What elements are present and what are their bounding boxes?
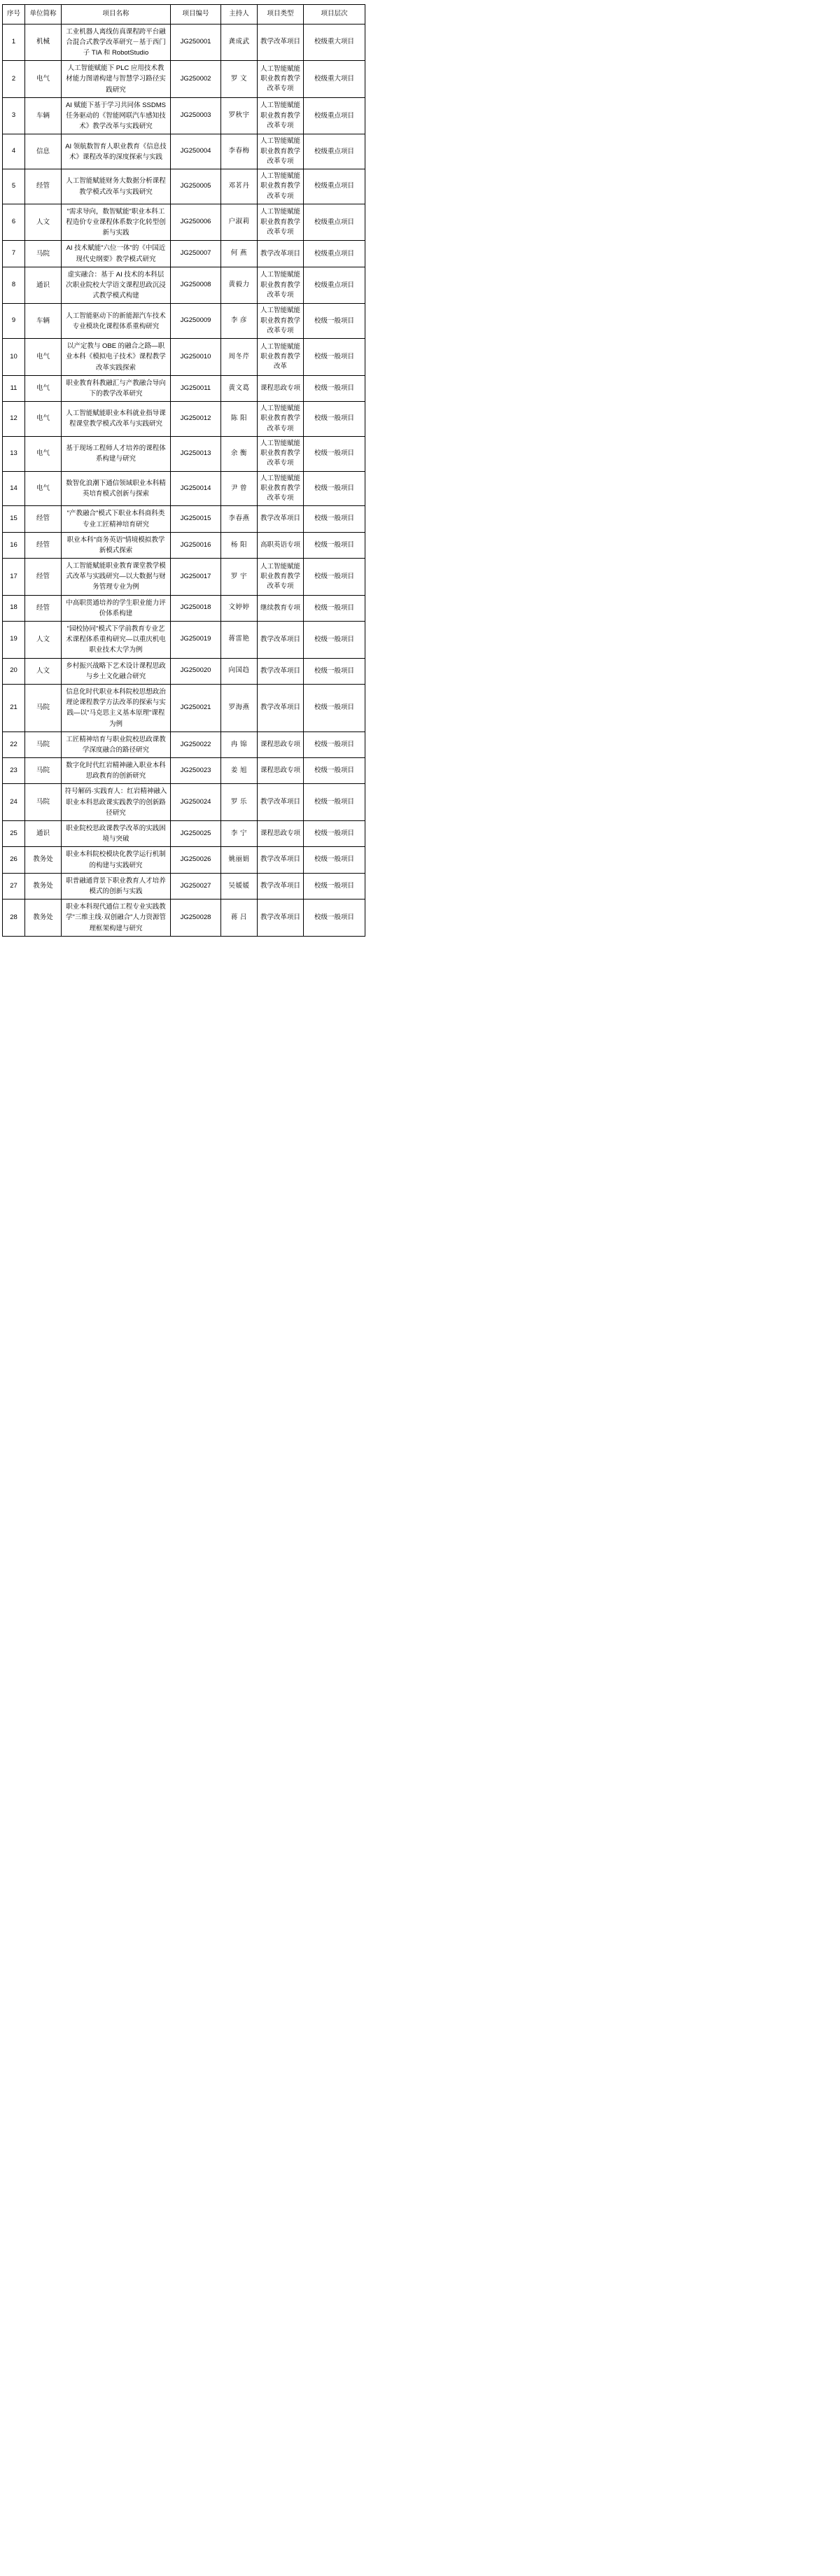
cell-level: 校级一般项目 bbox=[304, 402, 365, 437]
cell-name: AI 技术赋能"六位一体"的《中国近现代史纲要》教学模式研究 bbox=[62, 241, 171, 267]
cell-unit: 经管 bbox=[25, 532, 62, 558]
table-row bbox=[3, 873, 365, 899]
cell-seq: 6 bbox=[3, 204, 25, 241]
cell-host: 邓茗丹 bbox=[221, 169, 258, 204]
cell-name: 乡村振兴战略下艺术设计课程思政与乡土文化融合研究 bbox=[62, 658, 171, 684]
cell-code: JG250005 bbox=[171, 169, 221, 204]
cell-seq: 4 bbox=[3, 134, 25, 169]
cell-type: 继续教育专项 bbox=[258, 595, 304, 621]
cell-name: 数智化浪潮下通信领域职业本科精英培育模式创新与探索 bbox=[62, 471, 171, 506]
cell-code: JG250002 bbox=[171, 61, 221, 98]
cell-type: 人工智能赋能职业教育教学改革 bbox=[258, 339, 304, 376]
cell-code: JG250010 bbox=[171, 339, 221, 376]
cell-level: 校级一般项目 bbox=[304, 684, 365, 732]
cell-unit: 经管 bbox=[25, 595, 62, 621]
cell-unit: 信息 bbox=[25, 134, 62, 169]
cell-type: 人工智能赋能职业教育教学改革专项 bbox=[258, 402, 304, 437]
cell-code: JG250027 bbox=[171, 873, 221, 899]
cell-host: 李春燕 bbox=[221, 506, 258, 532]
table-row bbox=[3, 847, 365, 873]
cell-host: 姚丽娟 bbox=[221, 847, 258, 873]
cell-host: 罗 宇 bbox=[221, 559, 258, 596]
table-header bbox=[3, 5, 365, 24]
table-row bbox=[3, 784, 365, 821]
cell-unit: 教务处 bbox=[25, 847, 62, 873]
cell-name: 人工智能赋能财务大数据分析课程教学模式改革与实践研究 bbox=[62, 169, 171, 204]
table-row bbox=[3, 204, 365, 241]
table-row bbox=[3, 899, 365, 937]
table-row bbox=[3, 595, 365, 621]
cell-level: 校级一般项目 bbox=[304, 559, 365, 596]
cell-seq: 10 bbox=[3, 339, 25, 376]
cell-seq: 12 bbox=[3, 402, 25, 437]
table-row bbox=[3, 471, 365, 506]
cell-code: JG250009 bbox=[171, 304, 221, 339]
cell-code: JG250018 bbox=[171, 595, 221, 621]
cell-type: 课程思政专项 bbox=[258, 732, 304, 757]
column-header-seq: 序号 bbox=[3, 5, 25, 24]
cell-code: JG250007 bbox=[171, 241, 221, 267]
cell-code: JG250017 bbox=[171, 559, 221, 596]
cell-type: 课程思政专项 bbox=[258, 375, 304, 401]
cell-seq: 17 bbox=[3, 559, 25, 596]
cell-code: JG250011 bbox=[171, 375, 221, 401]
cell-unit: 通识 bbox=[25, 821, 62, 847]
cell-type: 人工智能赋能职业教育教学改革专项 bbox=[258, 267, 304, 304]
cell-name: 以产定教与 OBE 的融合之路—职业本科《模拟电子技术》课程教学改革实践探索 bbox=[62, 339, 171, 376]
cell-code: JG250023 bbox=[171, 758, 221, 784]
cell-seq: 1 bbox=[3, 24, 25, 61]
cell-host: 罗秋宇 bbox=[221, 97, 258, 134]
table-row bbox=[3, 304, 365, 339]
table-row bbox=[3, 134, 365, 169]
cell-host: 陈 阳 bbox=[221, 402, 258, 437]
column-header-host: 主持人 bbox=[221, 5, 258, 24]
cell-seq: 21 bbox=[3, 684, 25, 732]
cell-seq: 11 bbox=[3, 375, 25, 401]
cell-host: 罗海燕 bbox=[221, 684, 258, 732]
cell-level: 校级一般项目 bbox=[304, 847, 365, 873]
cell-unit: 车辆 bbox=[25, 304, 62, 339]
project-table bbox=[2, 4, 365, 937]
cell-level: 校级一般项目 bbox=[304, 471, 365, 506]
cell-level: 校级重点项目 bbox=[304, 267, 365, 304]
cell-host: 余 衡 bbox=[221, 436, 258, 471]
cell-code: JG250003 bbox=[171, 97, 221, 134]
cell-type: 教学改革项目 bbox=[258, 622, 304, 659]
cell-host: 户淑莉 bbox=[221, 204, 258, 241]
table-header-row bbox=[3, 5, 365, 24]
table-row bbox=[3, 622, 365, 659]
cell-seq: 24 bbox=[3, 784, 25, 821]
cell-host: 冉 锦 bbox=[221, 732, 258, 757]
cell-type: 教学改革项目 bbox=[258, 847, 304, 873]
cell-host: 黄毅力 bbox=[221, 267, 258, 304]
table-row bbox=[3, 97, 365, 134]
cell-level: 校级一般项目 bbox=[304, 658, 365, 684]
cell-type: 教学改革项目 bbox=[258, 24, 304, 61]
cell-code: JG250012 bbox=[171, 402, 221, 437]
cell-code: JG250006 bbox=[171, 204, 221, 241]
cell-unit: 人文 bbox=[25, 658, 62, 684]
cell-host: 蒋雷艳 bbox=[221, 622, 258, 659]
cell-unit: 马院 bbox=[25, 732, 62, 757]
table-row bbox=[3, 267, 365, 304]
cell-unit: 教务处 bbox=[25, 899, 62, 937]
column-header-type: 项目类型 bbox=[258, 5, 304, 24]
cell-level: 校级一般项目 bbox=[304, 784, 365, 821]
cell-name: 虚实融合：基于 AI 技术的本科层次职业院校大学语文课程思政沉浸式教学模式构建 bbox=[62, 267, 171, 304]
cell-level: 校级一般项目 bbox=[304, 821, 365, 847]
cell-name: 工业机器人离线仿真课程跨平台融合混合式教学改革研究－基于西门子 TIA 和 RobotStudio bbox=[62, 24, 171, 61]
cell-name: 符号解码·实践育人：红岩精神融入职业本科思政课实践教学的创新路径研究 bbox=[62, 784, 171, 821]
cell-seq: 8 bbox=[3, 267, 25, 304]
cell-seq: 20 bbox=[3, 658, 25, 684]
cell-code: JG250022 bbox=[171, 732, 221, 757]
cell-seq: 28 bbox=[3, 899, 25, 937]
cell-name: "园校协同"模式下学前教育专业艺术课程体系重构研究—以重庆机电职业技术大学为例 bbox=[62, 622, 171, 659]
document-sheet bbox=[0, 0, 840, 937]
cell-unit: 通识 bbox=[25, 267, 62, 304]
cell-host: 蒋 吕 bbox=[221, 899, 258, 937]
cell-type: 课程思政专项 bbox=[258, 758, 304, 784]
cell-name: 职普融通背景下职业教育人才培养模式的创新与实践 bbox=[62, 873, 171, 899]
cell-host: 罗 乐 bbox=[221, 784, 258, 821]
cell-level: 校级一般项目 bbox=[304, 339, 365, 376]
cell-seq: 25 bbox=[3, 821, 25, 847]
cell-name: 职业教育科教融汇与产教融合导向下的教学改革研究 bbox=[62, 375, 171, 401]
cell-level: 校级重点项目 bbox=[304, 204, 365, 241]
column-header-code: 项目编号 bbox=[171, 5, 221, 24]
cell-unit: 马院 bbox=[25, 684, 62, 732]
cell-type: 课程思政专项 bbox=[258, 821, 304, 847]
cell-level: 校级一般项目 bbox=[304, 506, 365, 532]
cell-type: 教学改革项目 bbox=[258, 658, 304, 684]
cell-code: JG250024 bbox=[171, 784, 221, 821]
cell-host: 尹 曾 bbox=[221, 471, 258, 506]
cell-unit: 马院 bbox=[25, 784, 62, 821]
table-row bbox=[3, 436, 365, 471]
cell-unit: 人文 bbox=[25, 622, 62, 659]
cell-type: 人工智能赋能职业教育教学改革专项 bbox=[258, 436, 304, 471]
cell-level: 校级一般项目 bbox=[304, 595, 365, 621]
cell-seq: 23 bbox=[3, 758, 25, 784]
cell-level: 校级一般项目 bbox=[304, 532, 365, 558]
cell-code: JG250028 bbox=[171, 899, 221, 937]
table-row bbox=[3, 61, 365, 98]
cell-unit: 经管 bbox=[25, 169, 62, 204]
cell-level: 校级一般项目 bbox=[304, 873, 365, 899]
cell-unit: 电气 bbox=[25, 375, 62, 401]
cell-level: 校级一般项目 bbox=[304, 436, 365, 471]
table-row bbox=[3, 821, 365, 847]
cell-unit: 电气 bbox=[25, 471, 62, 506]
cell-code: JG250021 bbox=[171, 684, 221, 732]
cell-code: JG250004 bbox=[171, 134, 221, 169]
cell-seq: 26 bbox=[3, 847, 25, 873]
cell-seq: 13 bbox=[3, 436, 25, 471]
cell-name: 人工智能赋能职业教育课堂教学模式改革与实践研究—以大数据与财务管理专业为例 bbox=[62, 559, 171, 596]
cell-name: 人工智能赋能职业本科就业指导课程课堂教学模式改革与实践研究 bbox=[62, 402, 171, 437]
cell-name: 职业院校思政课教学改革的实践困境与突破 bbox=[62, 821, 171, 847]
cell-unit: 电气 bbox=[25, 436, 62, 471]
table-row bbox=[3, 732, 365, 757]
cell-level: 校级重大项目 bbox=[304, 61, 365, 98]
cell-unit: 经管 bbox=[25, 506, 62, 532]
cell-level: 校级一般项目 bbox=[304, 899, 365, 937]
cell-code: JG250026 bbox=[171, 847, 221, 873]
cell-host: 文婷婷 bbox=[221, 595, 258, 621]
cell-level: 校级一般项目 bbox=[304, 304, 365, 339]
cell-name: 中高职贯通培养的学生职业能力评价体系构建 bbox=[62, 595, 171, 621]
cell-type: 人工智能赋能职业教育教学改革专项 bbox=[258, 559, 304, 596]
cell-level: 校级一般项目 bbox=[304, 622, 365, 659]
cell-unit: 人文 bbox=[25, 204, 62, 241]
cell-name: AI 领航数智育人职业教育《信息技术》课程改革的深度探索与实践 bbox=[62, 134, 171, 169]
cell-name: "需求导向，数智赋能"职业本科工程造价专业课程体系数字化转型创新与实践 bbox=[62, 204, 171, 241]
cell-level: 校级重大项目 bbox=[304, 24, 365, 61]
cell-unit: 机械 bbox=[25, 24, 62, 61]
cell-unit: 车辆 bbox=[25, 97, 62, 134]
table-row bbox=[3, 375, 365, 401]
cell-type: 教学改革项目 bbox=[258, 684, 304, 732]
cell-host: 黄文葛 bbox=[221, 375, 258, 401]
cell-seq: 19 bbox=[3, 622, 25, 659]
cell-host: 龚成武 bbox=[221, 24, 258, 61]
cell-unit: 经管 bbox=[25, 559, 62, 596]
table-row bbox=[3, 24, 365, 61]
cell-level: 校级一般项目 bbox=[304, 375, 365, 401]
cell-seq: 7 bbox=[3, 241, 25, 267]
column-header-level: 项目层次 bbox=[304, 5, 365, 24]
cell-host: 杨 阳 bbox=[221, 532, 258, 558]
cell-seq: 18 bbox=[3, 595, 25, 621]
cell-type: 人工智能赋能职业教育教学改革专项 bbox=[258, 61, 304, 98]
cell-seq: 15 bbox=[3, 506, 25, 532]
cell-host: 李 彦 bbox=[221, 304, 258, 339]
cell-type: 人工智能赋能职业教育教学改革专项 bbox=[258, 304, 304, 339]
cell-unit: 马院 bbox=[25, 758, 62, 784]
cell-seq: 22 bbox=[3, 732, 25, 757]
table-body bbox=[3, 24, 365, 936]
cell-level: 校级重点项目 bbox=[304, 241, 365, 267]
table-row bbox=[3, 559, 365, 596]
cell-host: 李 宁 bbox=[221, 821, 258, 847]
table-row bbox=[3, 169, 365, 204]
cell-name: 信息化时代职业本科院校思想政治理论课程教学方法改革的探索与实践—以"马克思主义基本原理"课程为例 bbox=[62, 684, 171, 732]
cell-unit: 电气 bbox=[25, 339, 62, 376]
cell-name: AI 赋能下基于学习共同体 SSDMS 任务驱动的《智能网联汽车感知技术》教学改革与实践研究 bbox=[62, 97, 171, 134]
table-row bbox=[3, 402, 365, 437]
cell-unit: 马院 bbox=[25, 241, 62, 267]
cell-level: 校级重点项目 bbox=[304, 169, 365, 204]
cell-seq: 5 bbox=[3, 169, 25, 204]
cell-type: 人工智能赋能职业教育教学改革专项 bbox=[258, 471, 304, 506]
cell-code: JG250016 bbox=[171, 532, 221, 558]
cell-type: 教学改革项目 bbox=[258, 506, 304, 532]
cell-name: 数字化时代红岩精神融入职业本科思政教育的创新研究 bbox=[62, 758, 171, 784]
table-row bbox=[3, 532, 365, 558]
cell-type: 人工智能赋能职业教育教学改革专项 bbox=[258, 97, 304, 134]
cell-level: 校级一般项目 bbox=[304, 758, 365, 784]
cell-code: JG250008 bbox=[171, 267, 221, 304]
cell-type: 人工智能赋能职业教育教学改革专项 bbox=[258, 204, 304, 241]
cell-code: JG250014 bbox=[171, 471, 221, 506]
cell-type: 教学改革项目 bbox=[258, 784, 304, 821]
cell-code: JG250020 bbox=[171, 658, 221, 684]
cell-code: JG250019 bbox=[171, 622, 221, 659]
cell-host: 吴媛媛 bbox=[221, 873, 258, 899]
table-row bbox=[3, 758, 365, 784]
cell-name: "产教融合"模式下职业本科商科类专业工匠精神培育研究 bbox=[62, 506, 171, 532]
column-header-unit: 单位简称 bbox=[25, 5, 62, 24]
cell-level: 校级重点项目 bbox=[304, 134, 365, 169]
cell-code: JG250001 bbox=[171, 24, 221, 61]
cell-host: 李春梅 bbox=[221, 134, 258, 169]
cell-name: 职业本科现代通信工程专业实践教学"三维主线·双创融合"人力资源管理框架构建与研究 bbox=[62, 899, 171, 937]
cell-host: 姜 旭 bbox=[221, 758, 258, 784]
cell-unit: 教务处 bbox=[25, 873, 62, 899]
cell-level: 校级重点项目 bbox=[304, 97, 365, 134]
cell-code: JG250015 bbox=[171, 506, 221, 532]
table-row bbox=[3, 658, 365, 684]
table-row bbox=[3, 339, 365, 376]
cell-name: 工匠精神培育与职业院校思政课教学深度融合的路径研究 bbox=[62, 732, 171, 757]
cell-code: JG250025 bbox=[171, 821, 221, 847]
cell-host: 罗 文 bbox=[221, 61, 258, 98]
cell-type: 人工智能赋能职业教育教学改革专项 bbox=[258, 134, 304, 169]
cell-seq: 2 bbox=[3, 61, 25, 98]
cell-seq: 14 bbox=[3, 471, 25, 506]
table-row bbox=[3, 241, 365, 267]
cell-host: 周冬芹 bbox=[221, 339, 258, 376]
cell-type: 人工智能赋能职业教育教学改革专项 bbox=[258, 169, 304, 204]
cell-name: 基于现场工程师人才培养的课程体系构建与研究 bbox=[62, 436, 171, 471]
cell-unit: 电气 bbox=[25, 402, 62, 437]
cell-level: 校级一般项目 bbox=[304, 732, 365, 757]
cell-seq: 9 bbox=[3, 304, 25, 339]
cell-seq: 16 bbox=[3, 532, 25, 558]
table-row bbox=[3, 684, 365, 732]
cell-name: 职业本科"商务英语"情境模拟教学新模式探索 bbox=[62, 532, 171, 558]
cell-host: 何 燕 bbox=[221, 241, 258, 267]
cell-name: 人工智能驱动下的新能源汽车技术专业模块化课程体系重构研究 bbox=[62, 304, 171, 339]
cell-type: 高职英语专项 bbox=[258, 532, 304, 558]
cell-host: 向国趋 bbox=[221, 658, 258, 684]
cell-seq: 3 bbox=[3, 97, 25, 134]
cell-name: 职业本科院校模块化教学运行机制的构建与实践研究 bbox=[62, 847, 171, 873]
cell-type: 教学改革项目 bbox=[258, 873, 304, 899]
table-row bbox=[3, 506, 365, 532]
cell-unit: 电气 bbox=[25, 61, 62, 98]
cell-type: 教学改革项目 bbox=[258, 241, 304, 267]
cell-type: 教学改革项目 bbox=[258, 899, 304, 937]
cell-code: JG250013 bbox=[171, 436, 221, 471]
cell-name: 人工智能赋能下 PLC 应用技术教材能力图谱构建与智慧学习路径实践研究 bbox=[62, 61, 171, 98]
column-header-name: 项目名称 bbox=[62, 5, 171, 24]
cell-seq: 27 bbox=[3, 873, 25, 899]
